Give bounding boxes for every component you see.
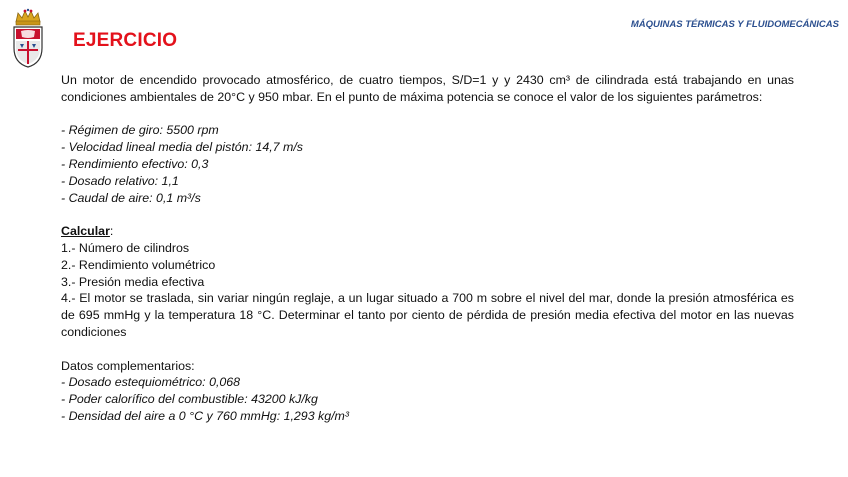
complementary-item: - Poder calorífico del combustible: 43200 kJ/kg [61,392,318,407]
exercise-body [61,72,794,425]
page-title: EJERCICIO [73,30,178,51]
complementary-heading: Datos complementarios: [61,358,195,373]
coat-of-arms-logo [11,8,45,68]
problem-statement: Un motor de encendido provocado atmosférico, de cuatro tiempos, S/D=1 y y 2430 cm³ de cilindrada está trabajando en unas condiciones ambientales de 20°C y 950 mbar. En el punto de máxima potencia se conoce el valor de los siguientes parámetros: [61,73,794,104]
question-item: 3.- Presión media efectiva [61,274,205,289]
calcular-colon: : [109,224,114,239]
course-header: MÁQUINAS TÉRMICAS Y FLUIDOMECÁNICAS [630,19,839,30]
calcular-heading [61,223,794,240]
question-item: 2.- Rendimiento volumétrico [61,257,216,272]
question-item: 4.- El motor se traslada, sin variar ningún reglaje, a un lugar situado a 700 m sobre el nivel del mar, donde la presión atmosférica es de 695 mmHg y la temperatura 18 °C. Determinar el tanto por ciento de pérdida de presión media efectiva del motor en las nuevas condiciones [61,291,794,339]
parameter-item: - Régimen de giro: 5500 rpm [61,123,219,138]
question-item: 1.- Número de cilindros [61,240,190,255]
parameter-item: - Caudal de aire: 0,1 m³/s [61,190,201,205]
complementary-item: - Dosado estequiométrico: 0,068 [61,375,241,390]
parameter-item: - Velocidad lineal media del pistón: 14,7 m/s [61,140,303,155]
parameter-item: - Rendimiento efectivo: 0,3 [61,156,209,171]
parameter-item: - Dosado relativo: 1,1 [61,173,179,188]
complementary-item: - Densidad del aire a 0 °C y 760 mmHg: 1,293 kg/m³ [61,408,350,423]
calcular-label: Calcular [61,224,110,239]
